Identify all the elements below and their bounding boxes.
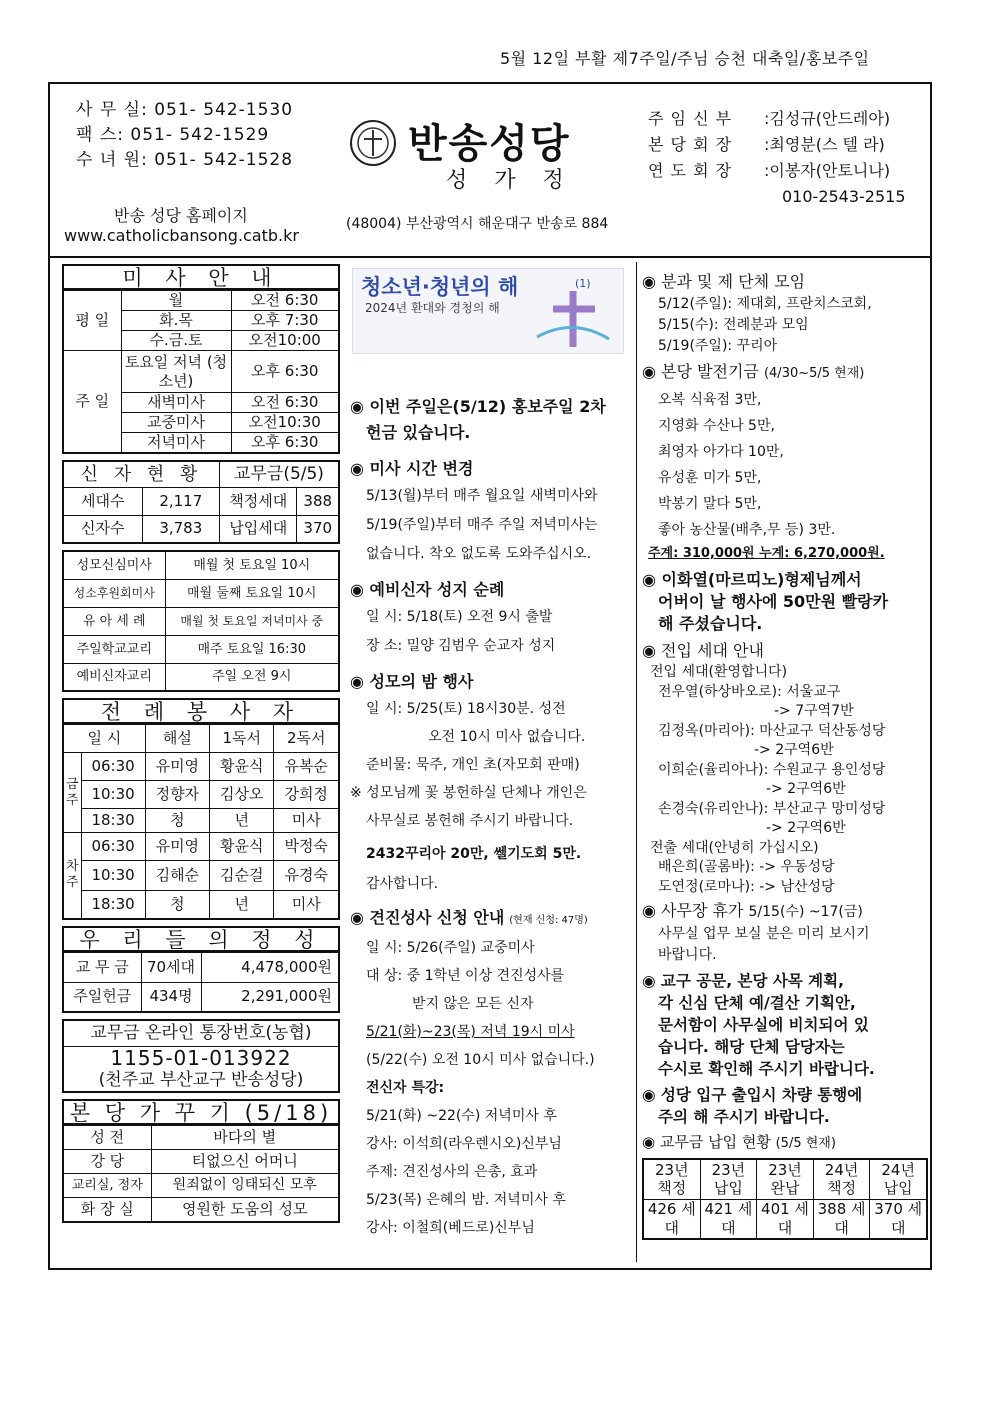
notice-line: 5/21(화)~23(목) 저녁 19시 미사: [366, 1024, 575, 1040]
liturgy-cell: 미사: [274, 891, 339, 919]
notice-heading: 견진성사 신청 안내: [369, 908, 505, 927]
schedule-table: [62, 550, 340, 692]
schedule-when: 주일 오전 9시: [165, 663, 339, 691]
liturgy-cell: 10:30: [81, 781, 145, 809]
stat-value: 2,117: [142, 487, 219, 515]
liturgy-header: 일 시: [63, 725, 145, 753]
banner-title: 청소년·청년의 해: [361, 275, 519, 299]
offering-count: 70세대: [141, 952, 201, 982]
cleaning-place: 성 전: [63, 1126, 151, 1150]
mass-time: 오전10:30: [231, 413, 339, 433]
notice-line: 손경숙(유리안나): 부산교구 망미성당: [658, 800, 886, 817]
bullet-icon: ◉: [350, 908, 370, 927]
mass-day: 수.금.토: [121, 331, 231, 351]
notice-line: 해 주셨습니다.: [658, 614, 763, 633]
notice-line: -> 2구역6반: [754, 742, 834, 758]
notice-note: (현재 신청: 47명): [509, 915, 588, 926]
notice-line: 5/23(목) 은혜의 밤. 저녁미사 후: [366, 1192, 566, 1208]
header-divider: [48, 256, 932, 258]
bullet-icon: ◉: [642, 570, 662, 589]
offering-count: 434명: [141, 982, 201, 1012]
notice-line: 받지 않은 모든 신자: [412, 996, 534, 1012]
cleaning-group: 영원한 도움의 성모: [151, 1198, 339, 1222]
notice-heading: 교무금 납입 현황: [659, 1133, 771, 1151]
liturgy-table: [62, 724, 340, 920]
liturgy-header: 2독서: [274, 725, 339, 753]
notice-line: 없습니다. 착오 없도록 도와주십시오.: [366, 546, 592, 562]
notice-line: 김정옥(마리아): 마산교구 덕산동성당: [658, 722, 886, 739]
liturgy-cell: 유경숙: [274, 861, 339, 891]
liturgy-cell: 김상오: [210, 781, 274, 809]
notice-line: 5/21(화) ~22(수) 저녁미사 후: [366, 1108, 557, 1124]
mass-time: 오전 6:30: [231, 291, 339, 311]
notice-line: 5/13(월)부터 매주 월요일 새벽미사와: [366, 488, 598, 504]
account-number: 1155-01-013922: [110, 1046, 292, 1070]
stat-value: 388: [297, 487, 339, 515]
stat-value: 3,783: [142, 515, 219, 543]
dues-value: 421 세대: [700, 1199, 757, 1239]
notice-line: 오복 식육점 3만,: [658, 392, 762, 408]
bullet-icon: ◉: [642, 1133, 660, 1151]
notice-line: 강사: 이석희(라우렌시오)신부님: [366, 1136, 562, 1152]
cleaning-table: [62, 1125, 340, 1223]
notice-line: 유성훈 미가 5만,: [658, 470, 762, 486]
stat-label: 세대수: [63, 487, 142, 515]
stat-label: 납입세대: [220, 515, 297, 543]
schedule-name: 성소후원회미사: [63, 579, 165, 607]
liturgy-cell: 18:30: [81, 891, 145, 919]
stat-label: 신자수: [63, 515, 142, 543]
bullet-icon: ◉: [350, 397, 370, 416]
notice-line: 바랍니다.: [658, 947, 717, 963]
notice-line: 일 시: 5/26(주일) 교중미사: [366, 940, 535, 956]
notice-line: 2432꾸리아 20만, 쎌기도회 5만.: [366, 846, 582, 862]
dues-status-table: [642, 1158, 928, 1240]
notice-line: 배은희(골롬바): -> 우동성당: [658, 859, 835, 875]
schedule-when: 매월 둘째 토요일 10시: [165, 579, 339, 607]
notice-line: 오전 10시 미사 없습니다.: [428, 729, 586, 745]
liturgy-cell: 강희정: [274, 781, 339, 809]
homepage-label: 반송 성당 홈페이지: [114, 206, 248, 225]
stat-label: 책정세대: [220, 487, 297, 515]
mass-table: [62, 290, 340, 454]
offering-title: 우 리 들 의 정 성: [62, 926, 340, 952]
bullet-icon: ◉: [642, 972, 661, 990]
liturgy-cell: 10:30: [81, 861, 145, 891]
cleaning-group: 티없으신 어머니: [151, 1150, 339, 1174]
dues-value: 426 세대: [643, 1199, 700, 1239]
notice-line: 전입 세대(환영합니다): [650, 664, 788, 680]
liturgy-header: 1독서: [210, 725, 274, 753]
offering-amount: 2,291,000원: [201, 982, 339, 1012]
notice-line: 일 시: 5/18(토) 오전 9시 출발: [366, 609, 553, 625]
liturgy-cell: 청: [145, 891, 209, 919]
liturgy-cell: 황윤식: [210, 833, 274, 861]
notice-line: 지영화 수산나 5만,: [658, 418, 775, 434]
notice-line: 교구 공문, 본당 사목 계획,: [660, 972, 845, 990]
notice-line: 이희순(율리아나): 수원교구 용인성당: [658, 761, 886, 778]
banner-number: (1): [575, 277, 591, 290]
sunday-label: 주 일: [63, 351, 121, 454]
notice-line: -> 7구역7반: [774, 703, 854, 719]
notice-line: 어버이 날 행사에 50만원 빨랑카: [658, 592, 889, 611]
notice-heading: 성모의 밤 행사: [369, 672, 474, 691]
dues-header: 23년 납입: [700, 1159, 757, 1199]
notice-heading: 예비신자 성지 순례: [369, 580, 505, 599]
notice-line: 사무실 업무 보실 분은 미리 보시기: [658, 926, 870, 942]
dues-header: 23년 완납: [757, 1159, 814, 1199]
parish-logo-icon: [350, 120, 396, 166]
notice-line: 주의 해 주시기 바랍니다.: [658, 1108, 830, 1126]
cleaning-group: 바다의 별: [151, 1126, 339, 1150]
schedule-when: 매주 토요일 16:30: [165, 635, 339, 663]
schedule-name: 유 아 세 례: [63, 607, 165, 635]
liturgy-cell: 년: [210, 809, 274, 833]
dues-value: 388 세대: [813, 1199, 870, 1239]
left-column: [62, 264, 340, 1223]
notice-note: 5/15(수) ~17(금): [748, 904, 863, 920]
liturgy-cell: 18:30: [81, 809, 145, 833]
notice-line: 강사: 이철희(베드로)신부님: [366, 1220, 535, 1236]
cleaning-title: 본 당 가 꾸 기 (5/18): [62, 1099, 340, 1125]
notice-line: 전우열(하상바오로): 서울교구: [658, 683, 841, 700]
notice-line: -> 2구역6반: [766, 820, 846, 836]
mass-day: 화.목: [121, 311, 231, 331]
schedule-when: 매월 첫 토요일 10시: [165, 551, 339, 579]
believers-table: [62, 460, 340, 544]
notice-line: 각 신심 단체 예/결산 기획안,: [658, 994, 856, 1012]
liturgy-cell: 박정숙: [274, 833, 339, 861]
staff-block: [648, 106, 906, 210]
notice-line: -> 2구역6반: [766, 781, 846, 797]
bullet-icon: ◉: [642, 362, 662, 381]
office-phone: 사 무 실: 051- 542-1530: [76, 100, 294, 120]
notice-line: 5/19(주일): 꾸리아: [658, 338, 778, 354]
banner-subtitle: 2024년 환대와 경청의 해: [365, 301, 500, 315]
schedule-name: 성모신심미사: [63, 551, 165, 579]
liturgy-cell: 미사: [274, 809, 339, 833]
notice-line: 도연정(로마나): -> 남산성당: [658, 878, 835, 895]
schedule-name: 주일학교교리: [63, 635, 165, 663]
bullet-icon: ◉: [642, 641, 662, 660]
column-divider: [636, 262, 637, 1262]
mass-day: 새벽미사: [121, 393, 231, 413]
senior-name: :이봉자(안토니나): [764, 161, 891, 180]
dues-header: 24년 책정: [813, 1159, 870, 1199]
parish-address: (48004) 부산광역시 해운대구 반송로 884: [346, 216, 609, 232]
fax-number: 팩 스: 051- 542-1529: [76, 125, 270, 145]
notice-line: (5/22(수) 오전 10시 미사 없습니다.): [366, 1052, 595, 1068]
notice-line: ※ 성모님께 꽃 봉헌하실 단체나 개인은: [350, 785, 587, 801]
notice-line: 5/12(주일): 제대회, 프란치스코회,: [658, 296, 872, 312]
notice-line: 박봉기 말다 5만,: [658, 496, 762, 512]
offering-label: 주일헌금: [63, 982, 141, 1012]
contact-block: [76, 98, 293, 173]
cross-illustration-icon: [533, 287, 613, 351]
notice-note: (5/5 현재): [775, 1136, 836, 1151]
fund-total: 주계: 310,000원 누계: 6,270,000원.: [648, 546, 885, 561]
cleaning-group: 원죄없이 잉태되신 모후: [151, 1174, 339, 1198]
notice-line: 이화열(마르띠노)형제님께서: [661, 570, 862, 589]
offering-label: 교 무 금: [63, 952, 141, 982]
stat-value: 370: [297, 515, 339, 543]
notice-line: 좋아 농산물(배추,무 등) 3만.: [658, 522, 836, 538]
top-date-line: 5월 12일 부활 제7주일/주님 승천 대축일/홍보주일: [500, 49, 870, 68]
notice-heading: 본당 발전기금: [661, 362, 759, 381]
liturgy-cell: 정향자: [145, 781, 209, 809]
priest-name: :김성규(안드레아): [764, 109, 891, 128]
notice-line: 대 상: 중 1학년 이상 견진성사를: [366, 968, 565, 984]
notice-line: 수시로 확인해 주시기 바랍니다.: [658, 1060, 875, 1078]
notice-line: 일 시: 5/25(토) 18시30분. 성전: [366, 701, 566, 717]
bullet-icon: ◉: [350, 580, 370, 599]
mass-time: 오전10:00: [231, 331, 339, 351]
notice-heading: 전입 세대 안내: [661, 641, 764, 660]
liturgy-title: 전 례 봉 사 자: [62, 698, 340, 724]
next-week-label: 차주: [63, 833, 81, 919]
offering-table: [62, 952, 340, 1014]
notice-line: 헌금 있습니다.: [366, 423, 471, 442]
notice-line: 전신자 특강:: [366, 1080, 445, 1096]
notice-line: 습니다. 해당 단체 담당자는: [658, 1038, 845, 1056]
account-box: [62, 1019, 340, 1093]
mass-time: 오후 6:30: [231, 351, 339, 393]
notice-line: 감사합니다.: [366, 876, 439, 892]
senior-label: 연 도 회 장: [648, 161, 733, 180]
mass-day: 월: [121, 291, 231, 311]
chair-name: :최영분(스 텔 라): [764, 135, 885, 154]
notice-line: 성당 입구 출입시 차량 통행에: [660, 1086, 863, 1104]
bullet-icon: ◉: [350, 459, 370, 478]
notice-line: 최영자 아가다 10만,: [658, 444, 784, 460]
liturgy-cell: 06:30: [81, 833, 145, 861]
dues-header: 24년 납입: [870, 1159, 927, 1199]
dues-title: 교무금(5/5): [220, 461, 340, 487]
dues-value: 370 세대: [870, 1199, 927, 1239]
liturgy-cell: 김순걸: [210, 861, 274, 891]
believers-title: 신 자 현 황: [63, 461, 220, 487]
right-column: [642, 270, 928, 1240]
cleaning-place: 교리실, 정자: [63, 1174, 151, 1198]
schedule-when: 매월 첫 토요일 저녁미사 중: [165, 607, 339, 635]
cleaning-place: 강 당: [63, 1150, 151, 1174]
schedule-name: 예비신자교리: [63, 663, 165, 691]
account-name: (천주교 부산교구 반송성당): [98, 1070, 304, 1090]
liturgy-cell: 황윤식: [210, 753, 274, 781]
bullet-icon: ◉: [350, 672, 370, 691]
notice-line: 문서함이 사무실에 비치되어 있: [658, 1016, 869, 1034]
chair-label: 본 당 회 장: [648, 135, 733, 154]
notice-heading: 분과 및 제 단체 모임: [661, 272, 806, 291]
weekday-label: 평 일: [63, 291, 121, 351]
mass-day: 교중미사: [121, 413, 231, 433]
liturgy-cell: 년: [210, 891, 274, 919]
notice-line: 5/19(주일)부터 매주 주일 저녁미사는: [366, 517, 598, 533]
bullet-icon: ◉: [642, 272, 662, 291]
notice-line: 준비물: 묵주, 개인 초(자모회 판매): [366, 757, 580, 773]
priest-label: 주 임 신 부: [648, 109, 733, 128]
dues-value: 401 세대: [757, 1199, 814, 1239]
notice-line: 장 소: 밀양 김범우 순교자 성지: [366, 638, 556, 654]
parish-subtitle: 성 가 정: [446, 168, 574, 193]
middle-column: [350, 394, 635, 1242]
liturgy-cell: 청: [145, 809, 209, 833]
mass-day: 토요일 저녁 (청소년): [121, 351, 231, 393]
mass-time: 오후 7:30: [231, 311, 339, 331]
bullet-icon: ◉: [642, 901, 662, 920]
liturgy-cell: 유복순: [274, 753, 339, 781]
offering-amount: 4,478,000원: [201, 952, 339, 982]
liturgy-cell: 유미영: [145, 753, 209, 781]
homepage-url[interactable]: www.catholicbansong.catb.kr: [64, 226, 299, 245]
convent-phone: 수 녀 원: 051- 542-1528: [76, 150, 294, 170]
mass-title: 미 사 안 내: [62, 264, 340, 290]
notice-heading: 미사 시간 변경: [369, 459, 474, 478]
bullet-icon: ◉: [642, 1086, 661, 1104]
mass-time: 오전 6:30: [231, 393, 339, 413]
liturgy-cell: 06:30: [81, 753, 145, 781]
parish-title: 반송성당: [408, 121, 571, 167]
notice-heading: 이번 주일은(5/12) 홍보주일 2차: [369, 397, 606, 416]
mass-time: 오후 6:30: [231, 433, 339, 454]
cleaning-place: 화 장 실: [63, 1198, 151, 1222]
notice-line: 5/15(수): 전례분과 모임: [658, 317, 809, 333]
notice-line: 전출 세대(안녕히 가십시오): [650, 839, 819, 856]
notice-sunday: [350, 394, 635, 420]
account-title: 교무금 온라인 통장번호(농협): [64, 1021, 338, 1047]
dues-header: 23년 책정: [643, 1159, 700, 1199]
liturgy-cell: 김해순: [145, 861, 209, 891]
liturgy-header: 해설: [145, 725, 209, 753]
notice-heading: 사무장 휴가: [661, 901, 744, 920]
this-week-label: 금주: [63, 753, 81, 833]
notice-line: 사무실로 봉헌해 주시기 바랍니다.: [366, 813, 574, 829]
liturgy-cell: 유미영: [145, 833, 209, 861]
notice-line: 주제: 견진성사의 은총, 효과: [366, 1164, 538, 1180]
mass-day: 저녁미사: [121, 433, 231, 454]
notice-note: (4/30~5/5 현재): [763, 366, 865, 381]
youth-year-banner: [352, 268, 624, 354]
senior-phone: 010-2543-2515: [782, 187, 906, 206]
